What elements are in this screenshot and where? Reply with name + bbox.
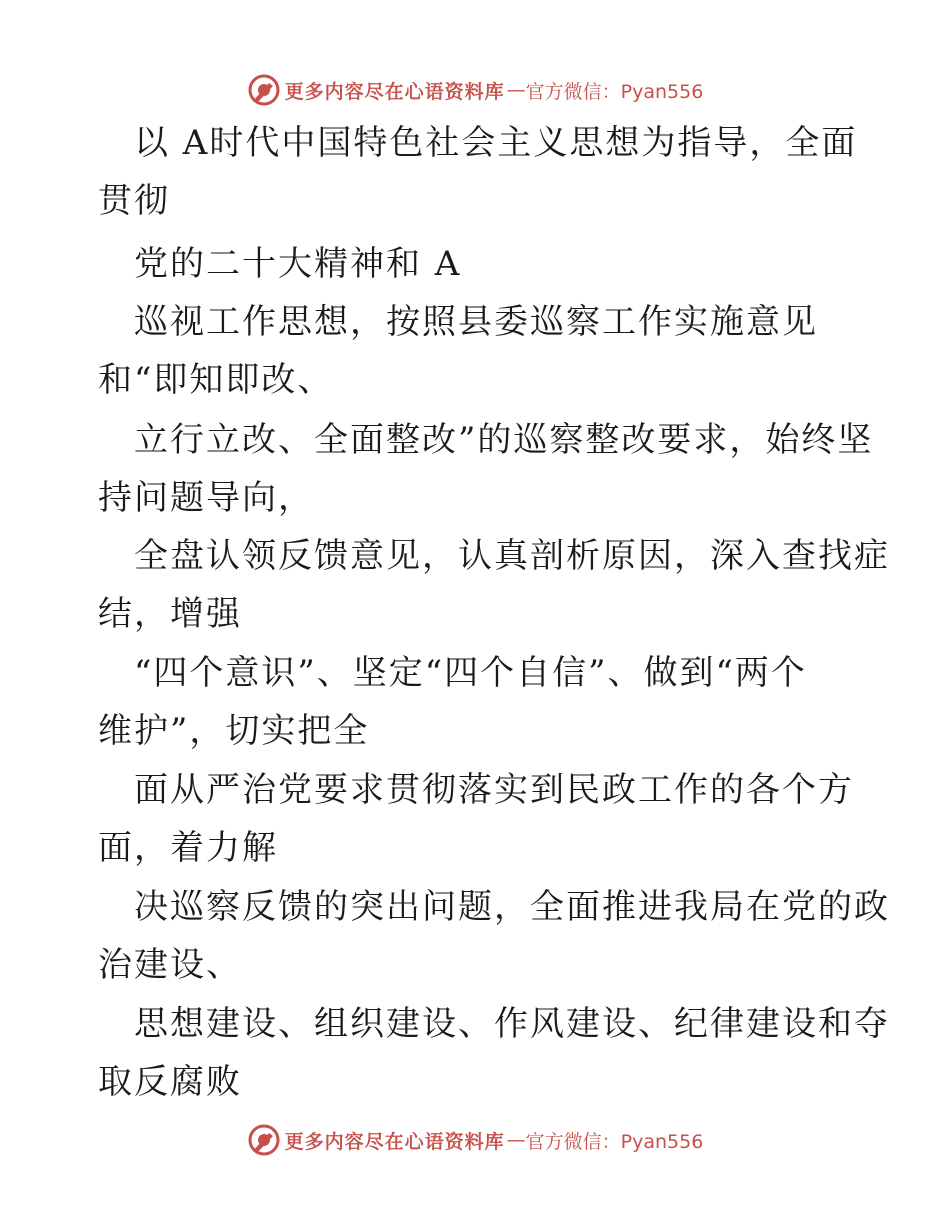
body-line: 全盘认领反馈意见，认真剖析原因，深入查找症	[134, 536, 890, 576]
body-line: 取反腐败	[98, 1062, 242, 1102]
body-line: 面，着力解	[98, 828, 278, 868]
body-line: 以 A时代中国特色社会主义思想为指导，全面	[134, 123, 858, 163]
body-line: 党的二十大精神和 A	[134, 244, 462, 284]
watermark-main-text: 更多内容尽在心语资料库	[284, 1130, 505, 1153]
watermark-separator: —	[506, 1129, 526, 1151]
body-line: 贯彻	[98, 181, 170, 221]
body-line: 决巡察反馈的突出问题，全面推进我局在党的政	[134, 887, 890, 927]
body-line: 思想建设、组织建设、作风建设、纪律建设和夺	[134, 1004, 890, 1044]
body-line: 面从严治党要求贯彻落实到民政工作的各个方	[134, 770, 854, 810]
watermark-sub-text: 官方微信：Pyan556	[525, 80, 704, 103]
pen-logo-icon	[247, 73, 281, 107]
watermark-separator: —	[506, 79, 526, 101]
header-watermark	[0, 70, 950, 110]
body-line: 立行立改、全面整改”的巡察整改要求，始终坚	[134, 420, 874, 460]
pen-logo-icon	[247, 1123, 281, 1157]
body-line: 结，增强	[98, 594, 242, 634]
footer-watermark	[0, 1120, 950, 1160]
watermark-main-text: 更多内容尽在心语资料库	[284, 80, 505, 103]
body-line: “四个意识”、坚定“四个自信”、做到“两个	[134, 653, 807, 693]
body-line: 和“即知即改、	[98, 360, 334, 400]
body-line: 维护”，切实把全	[98, 711, 370, 751]
body-line: 巡视工作思想，按照县委巡察工作实施意见	[134, 302, 818, 342]
watermark-sub-text: 官方微信：Pyan556	[525, 1130, 704, 1153]
body-line: 治建设、	[98, 945, 242, 985]
body-line: 持问题导向，	[98, 478, 314, 518]
